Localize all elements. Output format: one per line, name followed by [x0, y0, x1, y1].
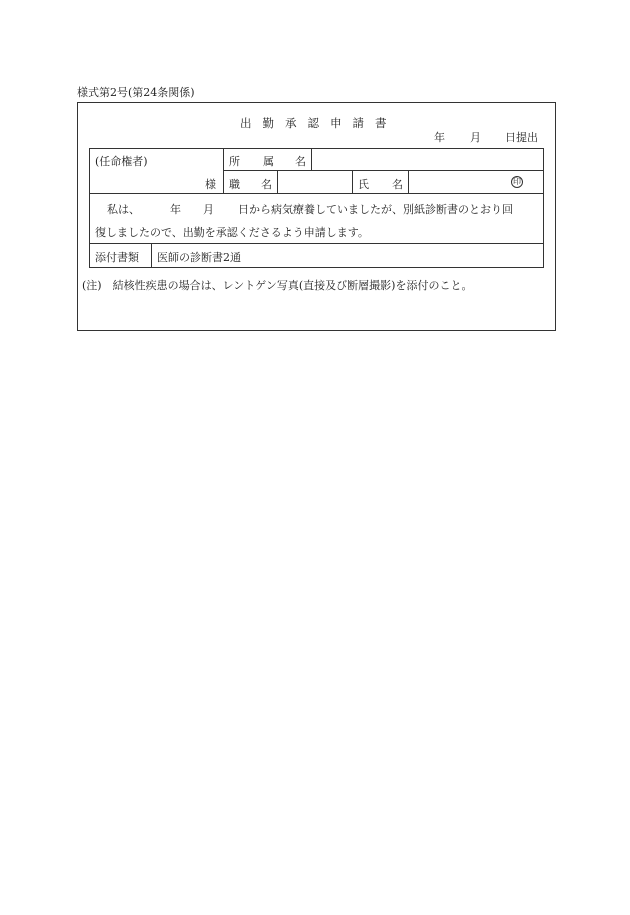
name-label-char: 氏: [358, 178, 369, 191]
attachment-label: 添付書類: [95, 251, 139, 264]
column-divider: [352, 170, 353, 193]
body-text-line1: 日から病気療養していましたが、別紙診断書のとおり回: [238, 203, 513, 216]
form-number-label: 様式第2号(第24条関係): [77, 86, 195, 99]
footnote: (注) 結核性疾患の場合は、レントゲン写真(直接及び断層撮影)を添付のこと。: [82, 279, 473, 292]
title-char: 書: [375, 116, 387, 130]
name-field[interactable]: [409, 171, 509, 192]
body-text-line2: 復しましたので、出勤を承認くださるよう申請します。: [95, 226, 369, 239]
title-char: 承: [285, 116, 297, 130]
appointer-label: (任命権者): [95, 155, 148, 168]
date-month: 月: [470, 131, 481, 144]
column-divider: [223, 148, 224, 193]
affiliation-field[interactable]: [312, 149, 543, 169]
title-char: 申: [330, 116, 342, 130]
body-year: 年: [170, 203, 181, 216]
affiliation-label-char: 属: [263, 155, 274, 168]
affiliation-label-char: 所: [229, 155, 240, 168]
title-char: 勤: [262, 116, 274, 130]
body-month: 月: [203, 203, 214, 216]
form-title: [240, 115, 387, 131]
title-char: 請: [352, 116, 364, 130]
row-divider: [89, 243, 544, 244]
seal-mark: 印: [513, 177, 521, 186]
appointer-honorific: 様: [205, 178, 216, 191]
column-divider: [151, 243, 152, 268]
position-label-char: 職: [229, 178, 240, 191]
date-year: 年: [434, 131, 445, 144]
row-divider: [89, 193, 544, 194]
affiliation-label-char: 名: [295, 155, 306, 168]
date-day-submit: 日提出: [505, 131, 538, 144]
position-field[interactable]: [278, 171, 351, 192]
position-label-char: 名: [261, 178, 272, 191]
body-text-start: 私は、: [107, 203, 140, 216]
title-char: 出: [240, 116, 252, 130]
name-label-char: 名: [392, 178, 403, 191]
attachment-value: 医師の診断書2通: [157, 251, 241, 264]
title-char: 認: [307, 116, 319, 130]
